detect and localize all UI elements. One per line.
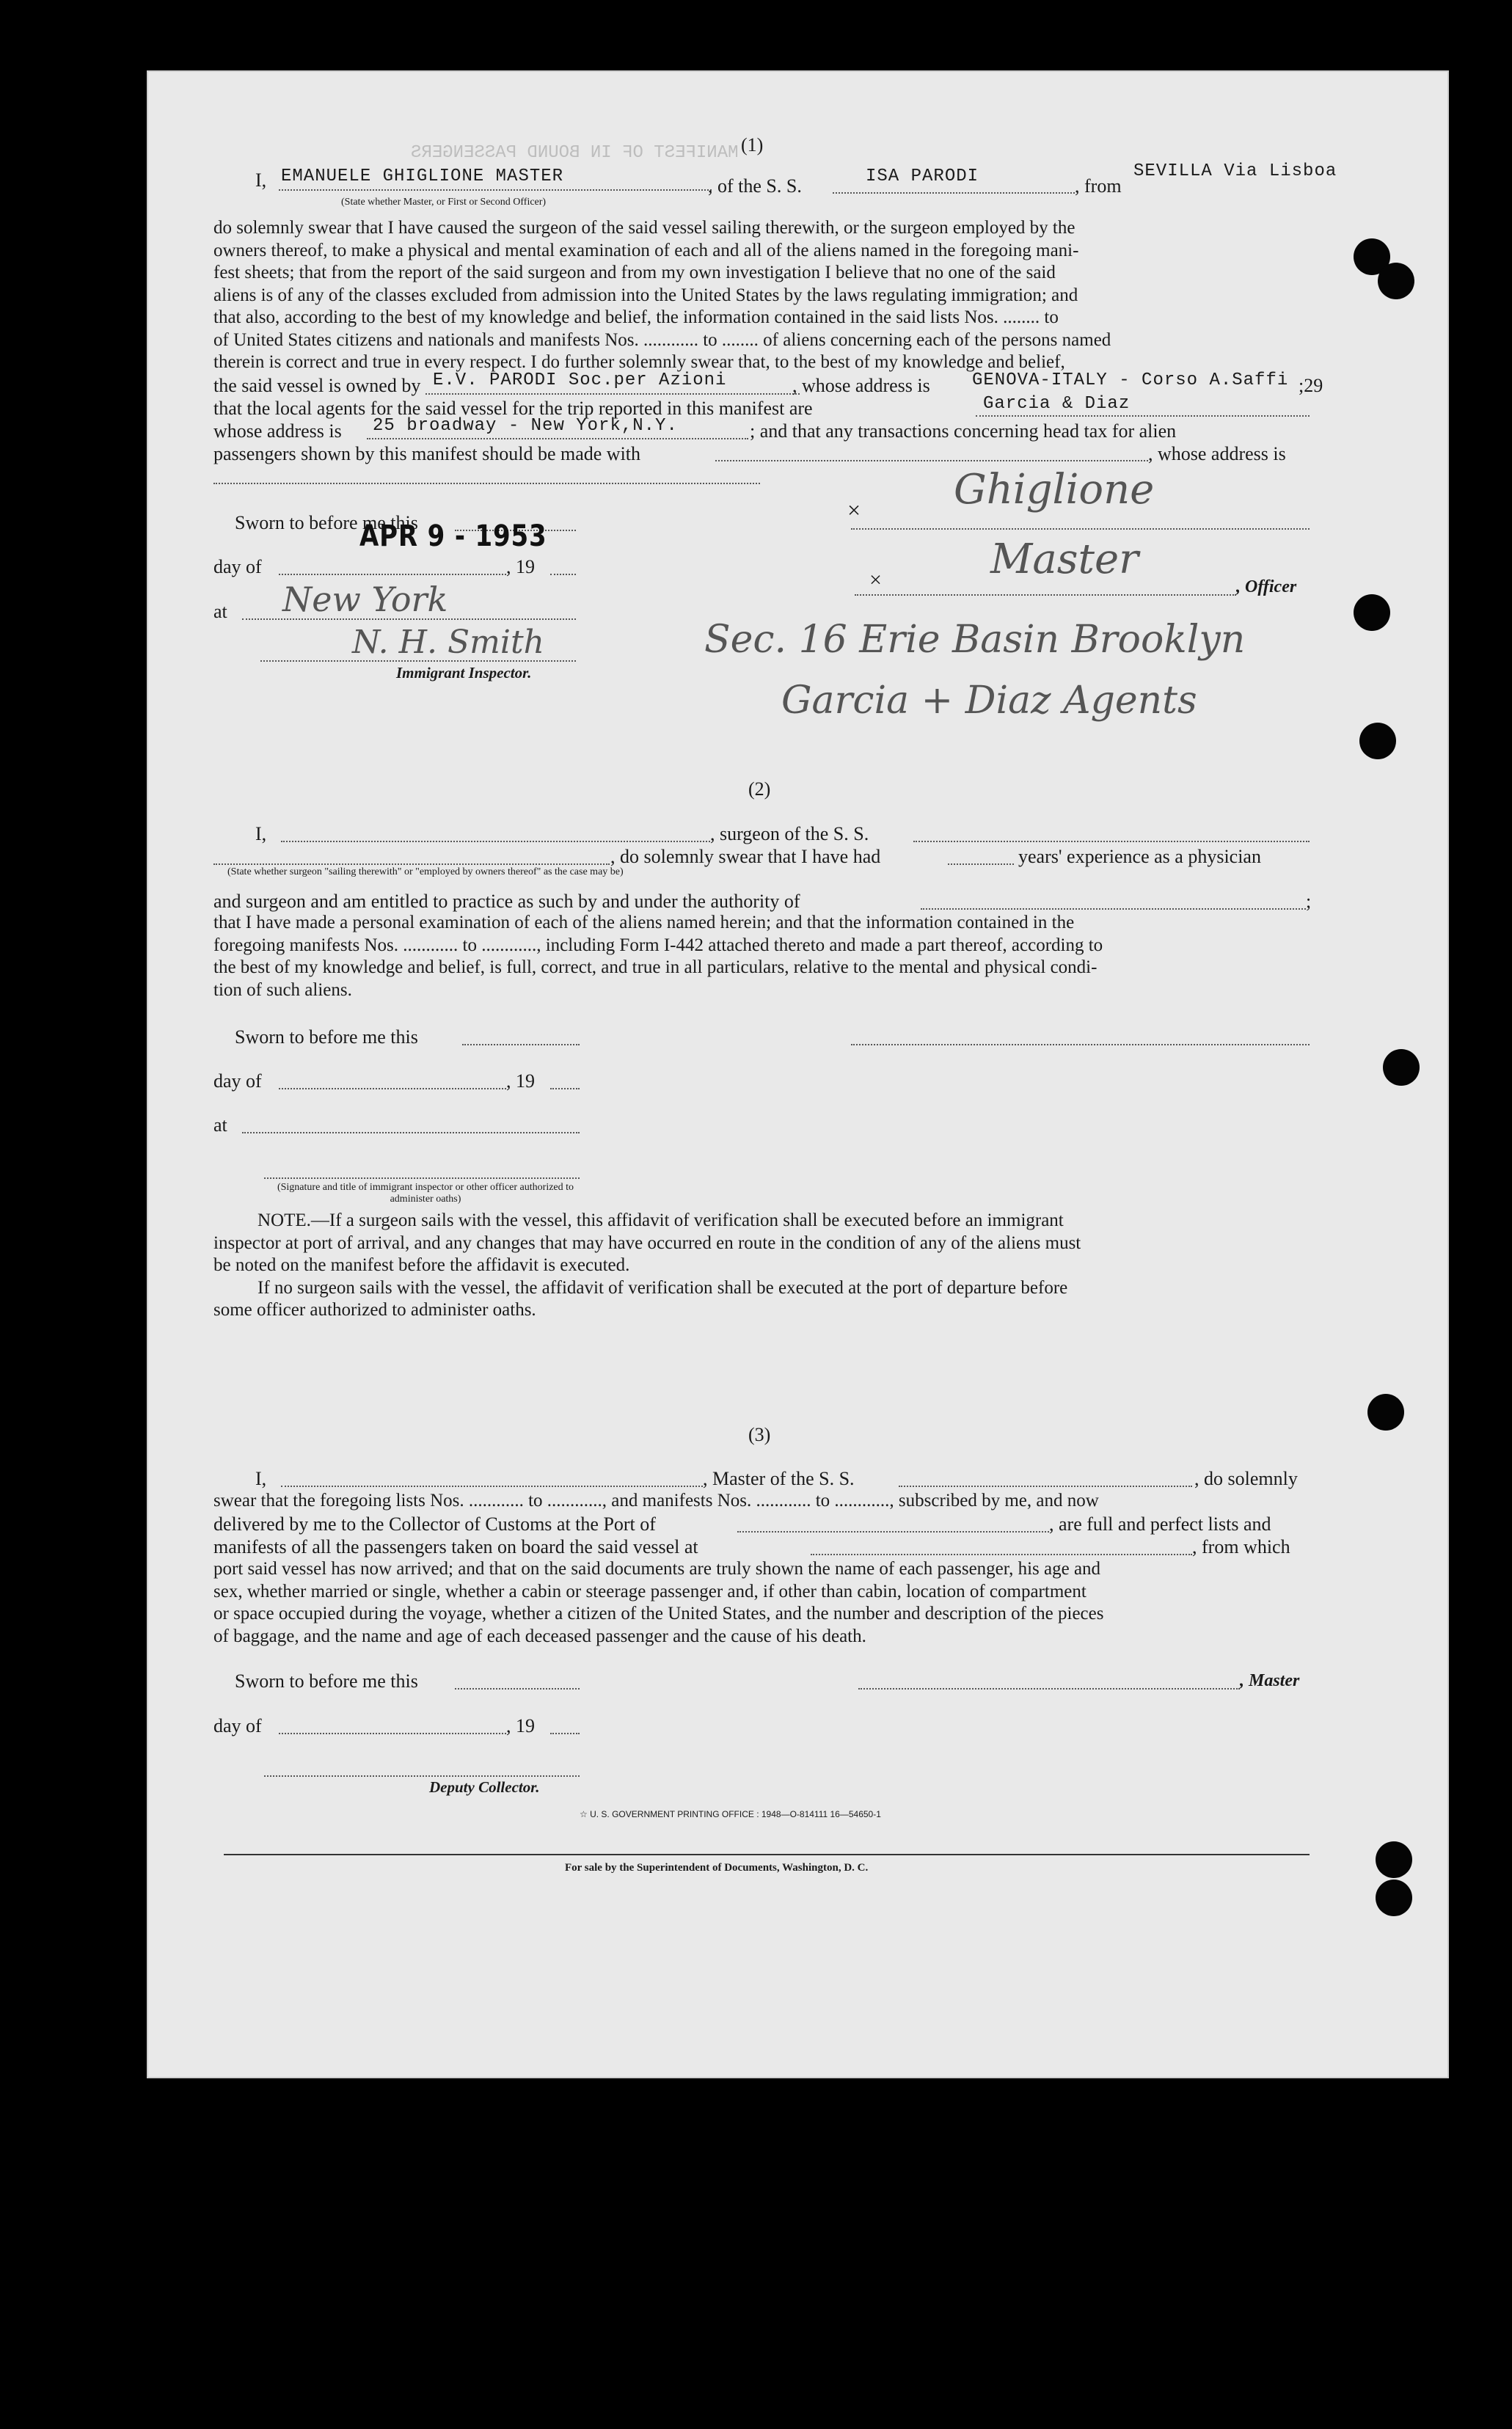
master-name-line (279, 189, 712, 191)
year-line (550, 574, 576, 575)
sworn-label: Sworn to before me this (235, 1670, 418, 1692)
note-paragraph (213, 1210, 1314, 1322)
note-line: be noted on the manifest before the affidavit is executed. (213, 1255, 630, 1275)
master-line: sex, whether married or single, whether a cabin or steerage passenger and, if other than cabin, location of compartment (213, 1581, 1086, 1601)
section-number-1: (1) (741, 134, 764, 156)
of-ss-label: , of the S. S. (708, 175, 802, 197)
ship-name-line (833, 192, 1075, 194)
semicolon: ; (1306, 891, 1312, 912)
years-line (948, 863, 1014, 865)
handwritten-officer-signature: Ghiglione (954, 466, 1155, 514)
deputy-collector-label: Deputy Collector. (429, 1778, 540, 1796)
surgeon-signature-line (851, 1044, 1310, 1045)
master-paragraph (213, 1558, 1314, 1648)
year-label: , 19 (506, 556, 535, 577)
year-label: , 19 (506, 1070, 535, 1092)
at-label: at (213, 1114, 227, 1136)
collector-signature-line (264, 1775, 580, 1777)
date-stamp: APR 9 - 1953 (359, 519, 547, 553)
master-line: or space occupied during the voyage, whether a citizen of the United States, and the number and description of the pieces (213, 1604, 1104, 1623)
agents-address-label: whose address is (213, 420, 342, 442)
at-label: at (213, 601, 227, 622)
whose-address-is-label: , whose address is (1148, 443, 1286, 464)
master-name-line (281, 1486, 703, 1487)
master-line: port said vessel has now arrived; and that on the said documents are truly shown the name of each passenger, his age and (213, 1559, 1101, 1579)
agents-address-line (367, 438, 748, 439)
sale-note: For sale by the Superintendent of Documents, Washington, D. C. (565, 1862, 869, 1874)
officer-label: , Officer (1236, 577, 1297, 596)
years-label: years' experience as a physician (1018, 846, 1261, 867)
passengers-line-text: passengers shown by this manifest should be made with (213, 443, 641, 464)
owner-address-tail: ;29 (1299, 375, 1323, 396)
day-of-label: day of (213, 1070, 262, 1092)
taken-at-line (811, 1554, 1192, 1555)
master-ship-line (899, 1486, 1192, 1487)
sworn-label: Sworn to before me this (235, 512, 418, 533)
i-label: I, (255, 169, 267, 191)
owner-address-value: GENOVA-ITALY - Corso A.Saffi (972, 370, 1289, 390)
surgeon-ship-line (913, 841, 1310, 842)
punch-hole (1367, 1394, 1404, 1431)
punch-hole (1354, 594, 1390, 631)
oath-line: therein is correct and true in every respect. I do further solemnly swear that, to the best of my knowledge and belief, (213, 352, 1065, 372)
address-fill-line (213, 483, 760, 484)
day-line (279, 1088, 506, 1089)
title-line (855, 594, 1236, 596)
punch-hole (1376, 1880, 1412, 1916)
surgeon-of-label: , surgeon of the S. S. (710, 823, 869, 844)
do-solemnly-label: , do solemnly (1194, 1468, 1298, 1489)
handwritten-city: New York (282, 580, 448, 619)
oath-line: that also, according to the best of my knowledge and belief, the information contained in the said lists Nos. ........ to (213, 307, 1059, 327)
gpo-imprint: ☆ U. S. GOVERNMENT PRINTING OFFICE : 1948—O-814111 16—54650-1 (580, 1809, 881, 1819)
day-of-label: day of (213, 1715, 262, 1736)
handwritten-note-agents: Garcia + Diaz Agents (781, 679, 1197, 723)
surgeon-line: tion of such aliens. (213, 979, 352, 1000)
day-line (279, 574, 506, 575)
i-label: I, (255, 823, 267, 844)
surgeon-status-line (213, 863, 610, 865)
year-line (550, 1733, 580, 1734)
inspector-line (260, 660, 576, 662)
master-line-1: swear that the foregoing lists Nos. ............ to ............, and manifests Nos. ............ to ............, subscribed by me, and now (213, 1491, 1099, 1511)
year-label: , 19 (506, 1715, 535, 1736)
note-line: inspector at port of arrival, and any changes that may have occurred en route in the condition of any of the aliens must (213, 1232, 1081, 1253)
taken-at-label: manifests of all the passengers taken on board the said vessel at (213, 1536, 698, 1557)
note-line: If no surgeon sails with the vessel, the affidavit of verification shall be executed at the port of departure before (258, 1277, 1068, 1298)
at-line (242, 1132, 580, 1133)
surgeon-line: that I have made a personal examination of each of the aliens named herein; and that the information contained in the (213, 913, 1075, 932)
year-line (550, 1088, 580, 1089)
agents-line (976, 415, 1310, 417)
handwritten-inspector-signature: N. H. Smith (352, 624, 544, 661)
punch-hole (1359, 723, 1396, 759)
whose-address-label: , whose address is (792, 375, 930, 396)
title-mark: × (869, 568, 882, 592)
note-line: some officer authorized to administer oaths. (213, 1300, 536, 1320)
swear-had-label: , do solemnly swear that I have had (610, 846, 881, 867)
master-of-label: , Master of the S. S. (703, 1468, 855, 1489)
head-tax-text: ; and that any transactions concerning head tax for alien (750, 420, 1177, 442)
oath-line: do solemnly swear that I have caused the surgeon of the said vessel sailing therewith, or the surgeon employed by the (213, 218, 1075, 238)
oath-line: of United States citizens and nationals and manifests Nos. ............ to ........ of aliens concerning each of the persons named (213, 329, 1111, 350)
passengers-fill-line (715, 460, 1148, 461)
departure-port-value: SEVILLA Via Lisboa (1133, 161, 1337, 181)
signature-note: (Signature and title of immigrant inspector or other officer authorized to administer oaths) (277, 1182, 574, 1205)
surgeon-line: the best of my knowledge and belief, is full, correct, and true in all particulars, relative to the mental and physical condi- (213, 957, 1098, 977)
agents-address-value: 25 broadway - New York,N.Y. (373, 416, 678, 436)
inspector-label: Immigrant Inspector. (396, 664, 532, 682)
sworn-line (455, 1688, 580, 1690)
punch-hole (1376, 1841, 1412, 1878)
section-number-3: (3) (748, 1424, 771, 1445)
signature-line (851, 528, 1310, 530)
surgeon-paragraph (213, 912, 1314, 1001)
state-note: (State whether Master, or First or Second Officer) (341, 197, 547, 208)
note-line: NOTE.—If a surgeon sails with the vessel, this affidavit of verification shall be executed before an immigrant (258, 1210, 1064, 1230)
handwritten-title: Master (990, 536, 1139, 583)
oath-line: owners thereof, to make a physical and mental examination of each and all of the aliens named in the foregoing mani- (213, 240, 1079, 260)
authority-line (921, 908, 1306, 910)
at-line (242, 618, 576, 620)
collector-port-label: delivered by me to the Collector of Customs at the Port of (213, 1513, 656, 1535)
from-label: , from (1075, 175, 1122, 197)
master-signature-line (858, 1688, 1240, 1690)
oath-paragraph-1 (213, 217, 1314, 374)
bleed-through-text: MANIFEST OF IN BOUND PASSENGERS (411, 143, 739, 163)
sworn-line (462, 1044, 580, 1045)
punch-hole (1383, 1049, 1420, 1086)
signature-mark: × (847, 497, 861, 523)
section-number-2: (2) (748, 778, 771, 800)
master-label: , Master (1240, 1671, 1300, 1690)
official-signature-line (264, 1177, 580, 1179)
port-line (737, 1531, 1049, 1533)
master-name-value: EMANUELE GHIGLIONE MASTER (281, 167, 564, 186)
authority-label: and surgeon and am entitled to practice as such by and under the authority of (213, 891, 800, 912)
handwritten-note-pier: Sec. 16 Erie Basin Brooklyn (704, 618, 1246, 662)
oath-line: fest sheets; that from the report of the said surgeon and from my own investigation I believe that no one of the said (213, 263, 1056, 282)
owned-by-label: the said vessel is owned by (213, 375, 421, 396)
surgeon-name-line (281, 841, 710, 842)
oath-line: aliens is of any of the classes excluded from admission into the United States by the laws regulating immigration; and (213, 285, 1078, 305)
sworn-label: Sworn to before me this (235, 1026, 418, 1048)
day-of-label: day of (213, 556, 262, 577)
surgeon-line: foregoing manifests Nos. ............ to ............, including Form I-442 attached thereto and made a part thereof, according to (213, 935, 1103, 955)
from-which-label: , from which (1192, 1536, 1290, 1557)
full-perfect-label: , are full and perfect lists and (1049, 1513, 1271, 1535)
footer-rule (224, 1854, 1310, 1855)
agents-label: that the local agents for the said vessel for the trip reported in this manifest are (213, 398, 813, 419)
surgeon-state-note: (State whether surgeon "sailing therewith" or "employed by owners thereof" as the case may be) (227, 866, 624, 877)
owner-value: E.V. PARODI Soc.per Azioni (433, 370, 727, 390)
owner-line (426, 393, 800, 395)
punch-hole (1378, 263, 1414, 299)
master-line: of baggage, and the name and age of each deceased passenger and the cause of his death. (213, 1626, 866, 1646)
i-label: I, (255, 1468, 267, 1489)
day-line (279, 1733, 506, 1734)
agents-value: Garcia & Diaz (983, 394, 1131, 414)
ship-name-value: ISA PARODI (866, 167, 979, 186)
